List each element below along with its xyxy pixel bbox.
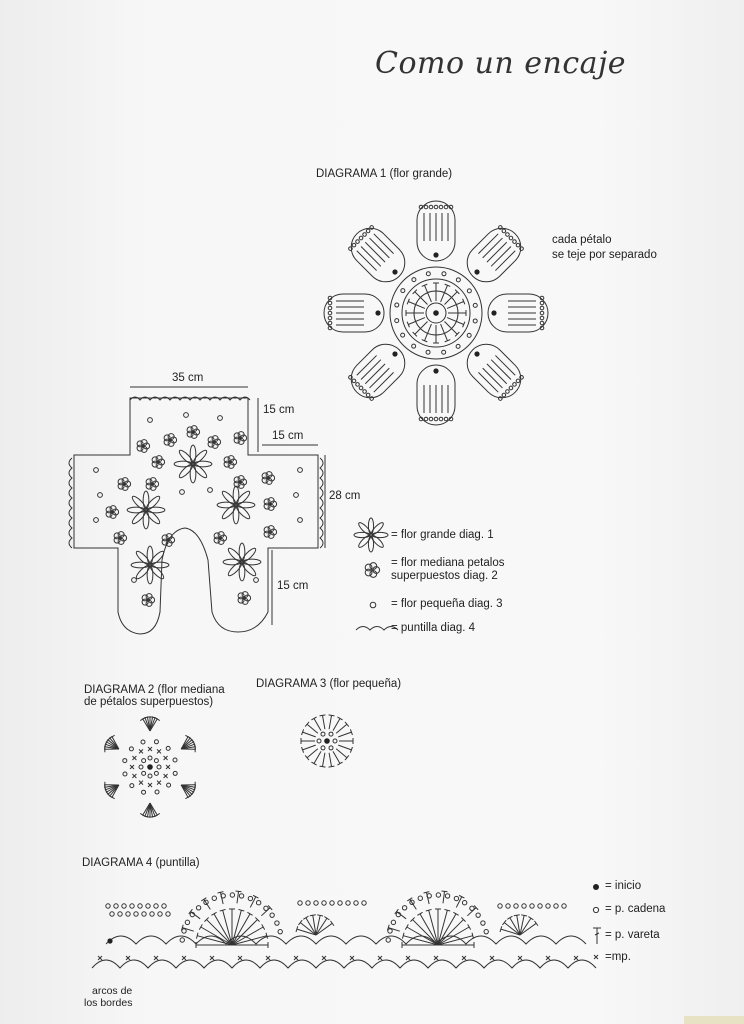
key-treble: = p. vareta [605, 929, 660, 941]
edge-label-line2: los bordes [84, 997, 133, 1009]
diagram4-heading: DIAGRAMA 4 (puntilla) [82, 857, 200, 869]
dim-top-label: 35 cm [172, 372, 204, 384]
diagram1-note-line2: se teje por separado [552, 249, 657, 261]
legend-medium-flower-line2: superpuestos diag. 2 [391, 570, 498, 582]
key-start: = inicio [605, 880, 642, 892]
dim-height-label: 28 cm [329, 490, 361, 502]
legend-edging: = puntilla diag. 4 [391, 622, 476, 634]
key-single: =mp. [605, 951, 631, 963]
legend-small-flower: = flor pequeña diag. 3 [391, 598, 503, 610]
edge-label-line1: arcos de [92, 985, 133, 997]
page-title: Como un encaje [375, 46, 627, 81]
treble-symbol [593, 928, 601, 944]
page-corner-mark [684, 1016, 744, 1024]
single-symbol [594, 955, 598, 959]
dim-shoulder-label: 15 cm [263, 404, 295, 416]
key-chain: = p. cadena [605, 903, 666, 915]
diagram1-heading: DIAGRAMA 1 (flor grande) [316, 168, 453, 180]
chain-symbol [593, 907, 598, 912]
dim-sleeve-label: 15 cm [272, 430, 304, 442]
legend-medium-flower-line1: = flor mediana petalos [391, 557, 505, 569]
diagram2-heading-line1: DIAGRAMA 2 (flor mediana [84, 684, 225, 696]
diagram3-heading: DIAGRAMA 3 (flor pequeña) [256, 678, 402, 690]
diagram2-heading-line2: de pétalos superpuestos) [84, 696, 214, 708]
dim-leg-label: 15 cm [277, 580, 309, 592]
legend-large-flower: = flor grande diag. 1 [391, 529, 494, 541]
start-symbol [593, 884, 599, 890]
diagram1-note-line1: cada pétalo [552, 234, 612, 246]
